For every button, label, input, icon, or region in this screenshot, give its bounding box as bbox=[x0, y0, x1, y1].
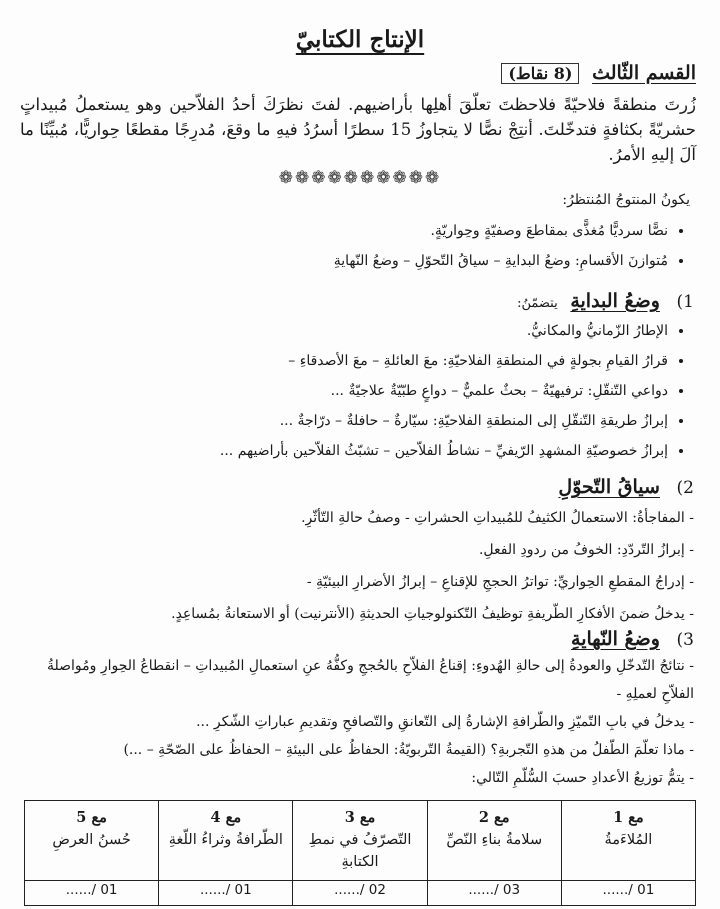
part3-list bbox=[18, 652, 694, 792]
criterion-cell bbox=[293, 801, 427, 881]
score-row bbox=[25, 881, 696, 906]
criteria-row bbox=[25, 801, 696, 881]
page-title: الإنتاج الكتابيّ bbox=[295, 26, 425, 53]
list-item: - يدخلُ ضمنَ الأفكارِ الطّريفةِ توظيفُ التّكنولوجياتِ الحديثةِ (الأنترنيت) أو الاستعانةُ بمُساعِدٍ. bbox=[18, 598, 694, 630]
criterion-name: المُلاءَمةُ bbox=[604, 832, 653, 848]
criterion-code: مع 4 bbox=[210, 809, 242, 826]
section-name: القسم الثّالث bbox=[592, 62, 696, 84]
score-cell: 01 /...... bbox=[25, 881, 159, 906]
criterion-code: مع 1 bbox=[613, 809, 644, 826]
part3-number: 3) bbox=[676, 630, 694, 650]
part2-number: 2) bbox=[676, 478, 694, 498]
writing-prompt: زُرتَ منطقةً فلاحيّةً فلاحظتَ تعلّقَ أهلِها بأراضيهم. لفتَ نظرَكَ أحدُ الفلاّحين وهو يستعملُ مُبيداتٍ حشريّةً بكثافةٍ فتدخّلتَ. أنتِجْ نصًّا لا يتجاوزُ 15 سطرًا أسرُدُ فيهِ ما وقعَ، مُدرِجًا مقطعًا حِواريًّا، مُبيِّنًا ما آلَ إليهِ الأمرُ. bbox=[20, 95, 696, 164]
scoring-grid bbox=[24, 800, 696, 906]
expected-list bbox=[334, 216, 690, 276]
criterion-cell bbox=[159, 801, 293, 881]
list-item: • نصًّا سرديًّا مُغذًّى بمقاطعَ وصفيّةٍ وحِواريّةٍ. bbox=[334, 216, 668, 246]
list-item: • إبرازُ خصوصيّةِ المشهدِ الرّيفيِّ – نشاطُ الفلاّحين – تشبّثُ الفلاّحين بأراضيهم ... bbox=[220, 436, 668, 466]
criterion-name: حُسنُ العرضِ bbox=[52, 832, 131, 848]
part2-heading bbox=[558, 476, 694, 498]
part1-title: وضعُ البدايةِ bbox=[570, 290, 660, 312]
section-points: (8 نقاط) bbox=[501, 63, 579, 84]
score-cell: 02 /...... bbox=[293, 881, 427, 906]
criterion-code: مع 5 bbox=[76, 809, 107, 826]
part1-note: يتضمّنُ: bbox=[517, 296, 558, 311]
criterion-code: مع 2 bbox=[478, 809, 510, 826]
part1-number: 1) bbox=[676, 292, 694, 312]
list-item: - يتمُّ توزيعُ الأعدادِ حسبَ السُّلّمِ التّالي: bbox=[18, 764, 694, 792]
criterion-name: سلامةُ بناءِ النّصِّ bbox=[446, 832, 543, 848]
list-item: - إدراجُ المقطعِ الحِواريِّ: تواترُ الحججِ للإقناعِ – إبرازُ الأضرارِ البيئيّةِ - bbox=[18, 566, 694, 598]
criterion-name: الطّرافةُ وثراءُ اللّغةِ bbox=[168, 832, 283, 848]
list-item: • قرارُ القيامِ بجولةٍ في المنطقةِ الفلاحيّةِ: معَ العائلةِ – معَ الأصدقاءِ – bbox=[220, 346, 668, 376]
part1-list bbox=[220, 316, 690, 466]
list-item: - إبرازُ التّردّدِ: الخوفُ من ردودِ الفعلِ. bbox=[18, 534, 694, 566]
score-cell: 03 /...... bbox=[427, 881, 561, 906]
list-item: - المفاجأةُ: الاستعمالُ الكثيفُ للمُبيداتِ الحشراتِ - وصفُ حالةِ التّأثّرِ. bbox=[18, 502, 694, 534]
score-cell: 01 /...... bbox=[561, 881, 695, 906]
separator-ornament: ❁❁❁❁❁❁❁❁❁❁ bbox=[278, 168, 442, 188]
criterion-cell bbox=[561, 801, 695, 881]
list-item: - ماذا تعلّمَ الطّفلُ من هذهِ التّجربةِ؟ (القيمةُ التّربويّةُ: الحفاظُ على البيئةِ – الحفاظُ على الصّحّةِ – ...) bbox=[18, 736, 694, 764]
section-heading bbox=[501, 62, 696, 84]
list-item: • مُتوازنَ الأقسامِ: وضعُ البدايةِ – سياقُ التّحوّلِ – وضعُ النّهايةِ bbox=[334, 246, 668, 276]
part3-title: وضعُ النّهايةِ bbox=[571, 628, 660, 650]
part1-heading bbox=[517, 290, 694, 312]
part3-heading bbox=[571, 628, 694, 650]
part2-title: سياقُ التّحوّلِ bbox=[558, 476, 660, 498]
list-item: • إبرازُ طريقةِ التّنقّلِ إلى المنطقةِ الفلاحيّةِ: سيّارةٌ – حافلةٌ – درّاجةٌ ... bbox=[220, 406, 668, 436]
criterion-cell bbox=[427, 801, 561, 881]
list-item: - يدخلُ في بابِ التّميّزِ والطّرافةِ الإشارةُ إلى التّعانقِ والتّصافحِ وتقديمِ عباراتِ الشّكرِ ... bbox=[18, 708, 694, 736]
criterion-code: مع 3 bbox=[344, 809, 376, 826]
part2-list bbox=[18, 502, 694, 630]
criterion-name: التّصرّفُ في نمطِ الكتابةِ bbox=[308, 832, 412, 870]
score-cell: 01 /...... bbox=[159, 881, 293, 906]
list-item: - نتائجُ التّدخّلِ والعودةُ إلى حالةِ الهُدوءِ: إقناعُ الفلاّحِ بالحُججِ وكفُّهُ عنِ استعمالِ المُبيداتِ – انقطاعُ الحِوارِ ومُواصلةُ الفلاّحِ لعملِهِ - bbox=[18, 652, 694, 708]
expected-label: يكونُ المنتوجُ المُنتظرُ: bbox=[562, 192, 690, 208]
list-item: • الإطارُ الزّمانيُّ والمكانيُّ. bbox=[220, 316, 668, 346]
list-item: • دواعي التّنقّلِ: ترفيهيّةٌ – بحثٌ علميٌّ – دواعٍ طبّيّةٌ علاجيّةٌ ... bbox=[220, 376, 668, 406]
criterion-cell bbox=[25, 801, 159, 881]
